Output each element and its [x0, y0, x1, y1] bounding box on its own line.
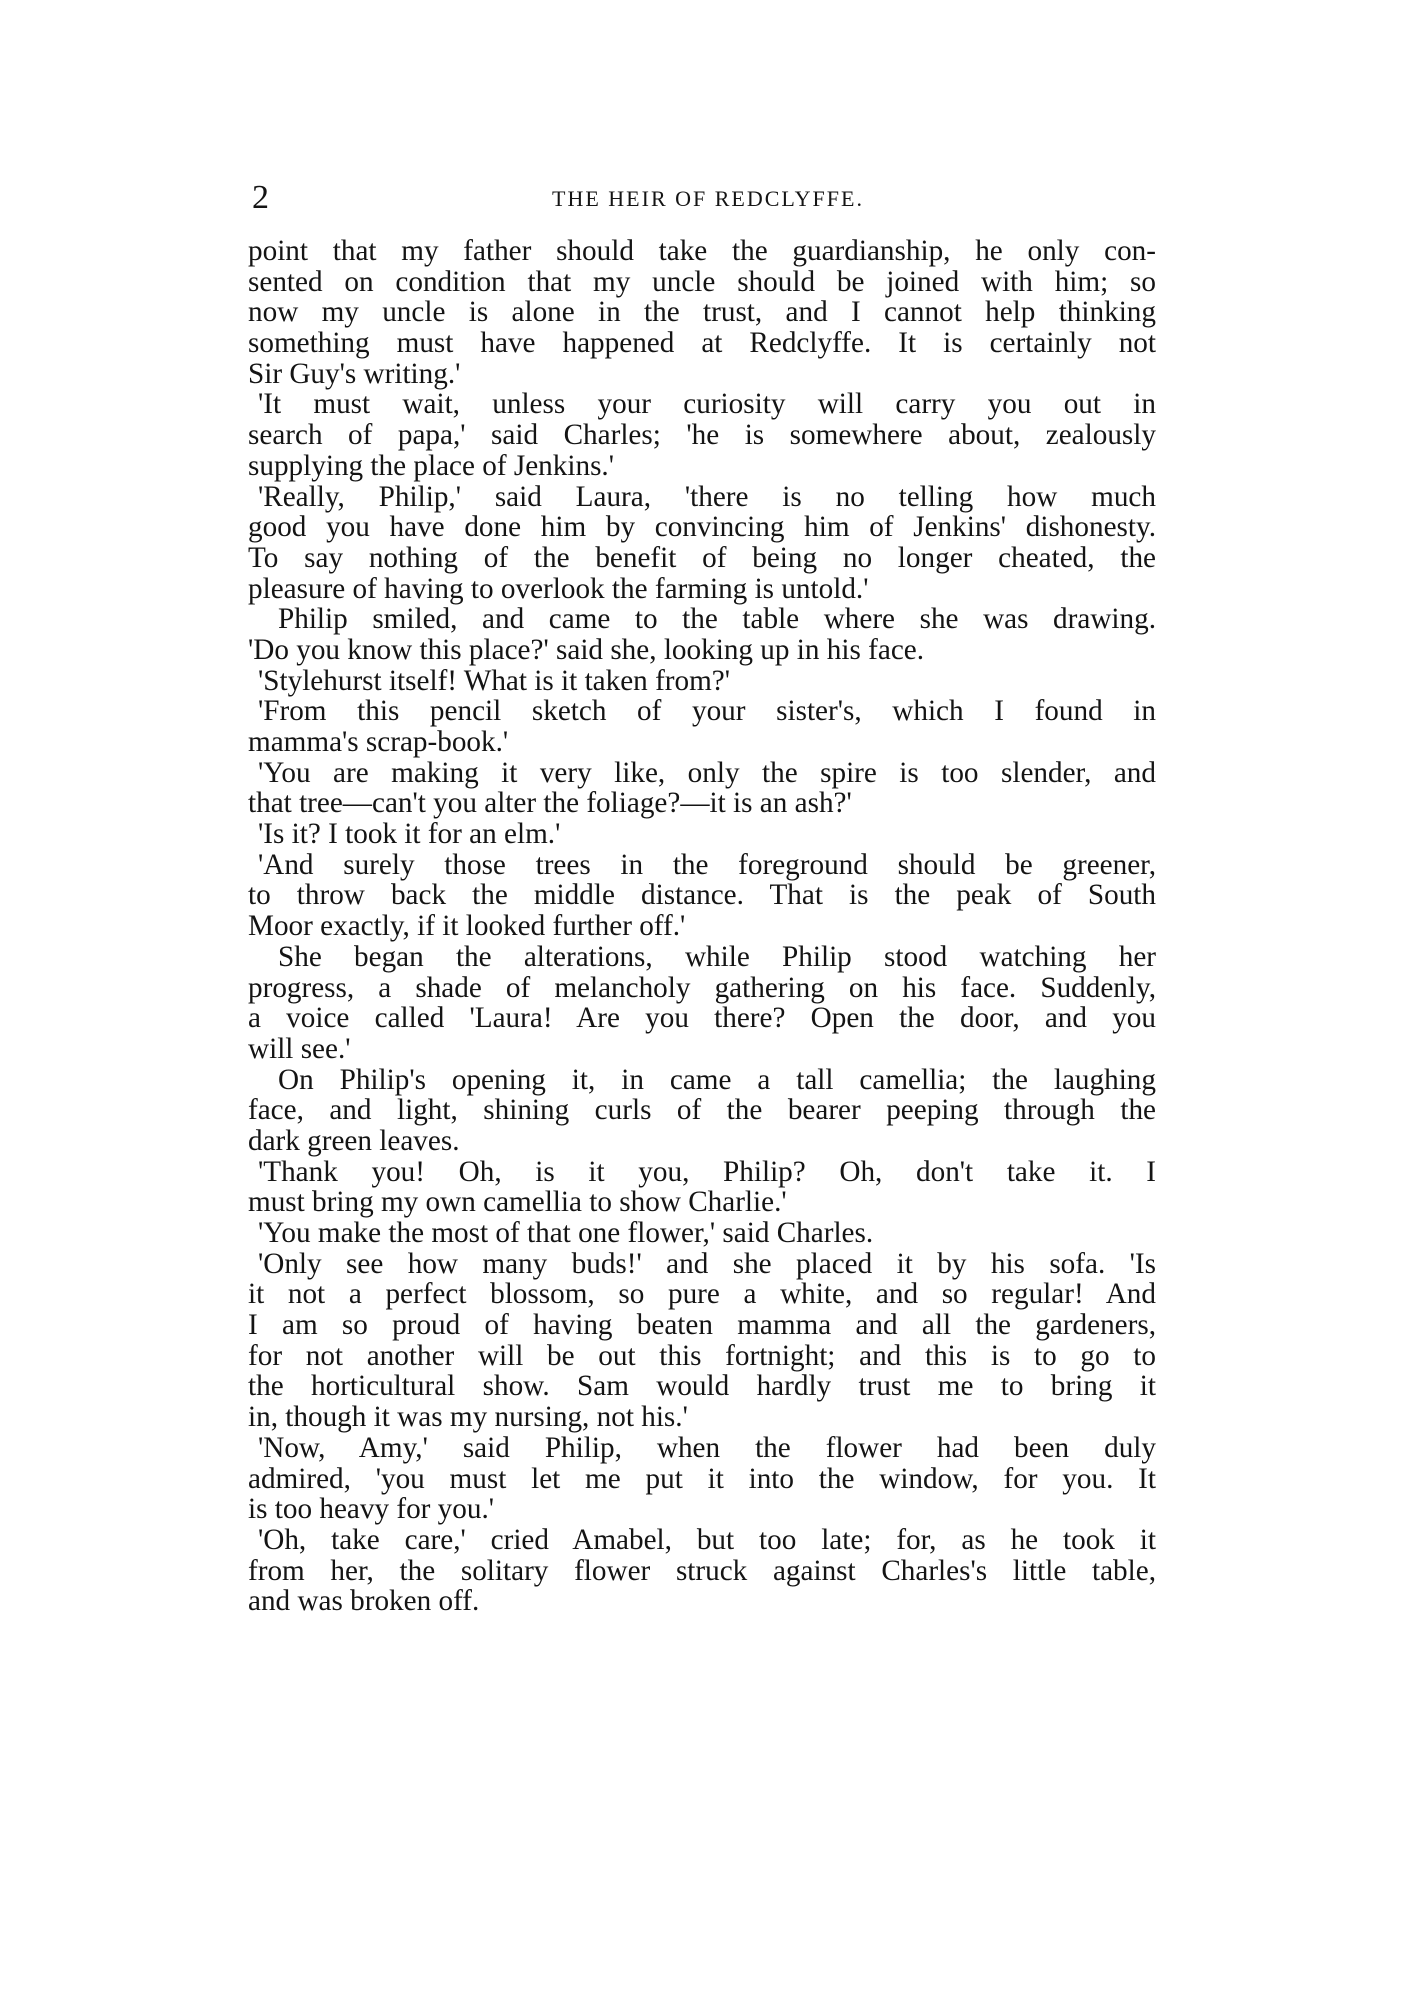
text-line: that tree—can't you alter the foliage?—it is an ash?' — [248, 787, 852, 820]
text-line: must bring my own camellia to show Charlie.' — [248, 1186, 787, 1219]
text-line: sented on condition that my uncle should be joined with him; so — [248, 265, 1156, 298]
text-line: something must have happened at Redclyffe. It is certainly not — [248, 327, 1156, 360]
text-line: 'Do you know this place?' said she, looking up in his face. — [248, 633, 925, 666]
text-line: To say nothing of the benefit of being no longer cheated, the — [248, 541, 1156, 574]
text-line: progress, a shade of melancholy gathering on his face. Suddenly, — [248, 971, 1156, 1004]
text-line: 'Is it? I took it for an elm.' — [258, 818, 561, 851]
text-line: from her, the solitary flower struck against Charles's little table, — [248, 1554, 1156, 1587]
text-line: for not another will be out this fortnight; and this is to go to — [248, 1339, 1156, 1372]
text-line: now my uncle is alone in the trust, and I cannot help thinking — [248, 296, 1156, 329]
text-line: the horticultural show. Sam would hardly trust me to bring it — [248, 1370, 1156, 1403]
text-line: 'You make the most of that one flower,' said Charles. — [258, 1217, 874, 1249]
text-line: a voice called 'Laura! Are you there? Open the door, and you — [248, 1002, 1156, 1035]
text-line: will see.' — [248, 1032, 351, 1065]
text-line: Moor exactly, if it looked further off.' — [248, 910, 686, 943]
text-line: She began the alterations, while Philip stood watching her — [278, 940, 1156, 973]
text-line: 'Stylehurst itself! What is it taken from?' — [258, 664, 731, 697]
body-text — [248, 236, 1156, 1617]
text-line: I am so proud of having beaten mamma and all the gardeners, — [248, 1309, 1156, 1342]
page-header — [248, 178, 1168, 218]
text-line: to throw back the middle distance. That is the peak of South — [248, 879, 1156, 912]
text-line: point that my father should take the guardianship, he only con- — [248, 235, 1156, 267]
text-line: 'It must wait, unless your curiosity will carry you out in — [258, 388, 1156, 421]
text-line: face, and light, shining curls of the bearer peeping through the — [248, 1094, 1156, 1127]
text-line: 'Really, Philip,' said Laura, 'there is no telling how much — [258, 480, 1156, 513]
text-line: it not a perfect blossom, so pure a white, and so regular! And — [248, 1278, 1156, 1311]
text-line: 'From this pencil sketch of your sister's, which I found in — [258, 695, 1156, 728]
text-line: good you have done him by convincing him of Jenkins' dishonesty. — [248, 511, 1156, 544]
text-line: 'And surely those trees in the foreground should be greener, — [258, 848, 1156, 881]
text-line: is too heavy for you.' — [248, 1493, 495, 1526]
text-line: and was broken off. — [248, 1585, 480, 1618]
running-title: THE HEIR OF REDCLYFFE. — [552, 186, 864, 211]
text-line: mamma's scrap-book.' — [248, 726, 509, 758]
text-line: 'Thank you! Oh, is it you, Philip? Oh, don't take it. I — [258, 1155, 1156, 1188]
text-line: in, though it was my nursing, not his.' — [248, 1401, 688, 1434]
text-line: search of papa,' said Charles; 'he is somewhere about, zealously — [248, 419, 1156, 452]
text-line: On Philip's opening it, in came a tall camellia; the laughing — [278, 1063, 1156, 1096]
text-line: 'Oh, take care,' cried Amabel, but too late; for, as he took it — [258, 1523, 1156, 1556]
text-line: Philip smiled, and came to the table where she was drawing. — [278, 603, 1156, 636]
text-line: 'You are making it very like, only the spire is too slender, and — [258, 756, 1156, 789]
text-line: 'Only see how many buds!' and she placed it by his sofa. 'Is — [258, 1247, 1156, 1280]
text-line: 'Now, Amy,' said Philip, when the flower had been duly — [258, 1431, 1156, 1464]
page-number: 2 — [252, 179, 269, 216]
text-line: supplying the place of Jenkins.' — [248, 449, 614, 482]
text-line: dark green leaves. — [248, 1124, 460, 1157]
text-line: pleasure of having to overlook the farming is untold.' — [248, 572, 869, 605]
text-line: admired, 'you must let me put it into the window, for you. It — [248, 1462, 1156, 1495]
text-line: Sir Guy's writing.' — [248, 357, 461, 390]
